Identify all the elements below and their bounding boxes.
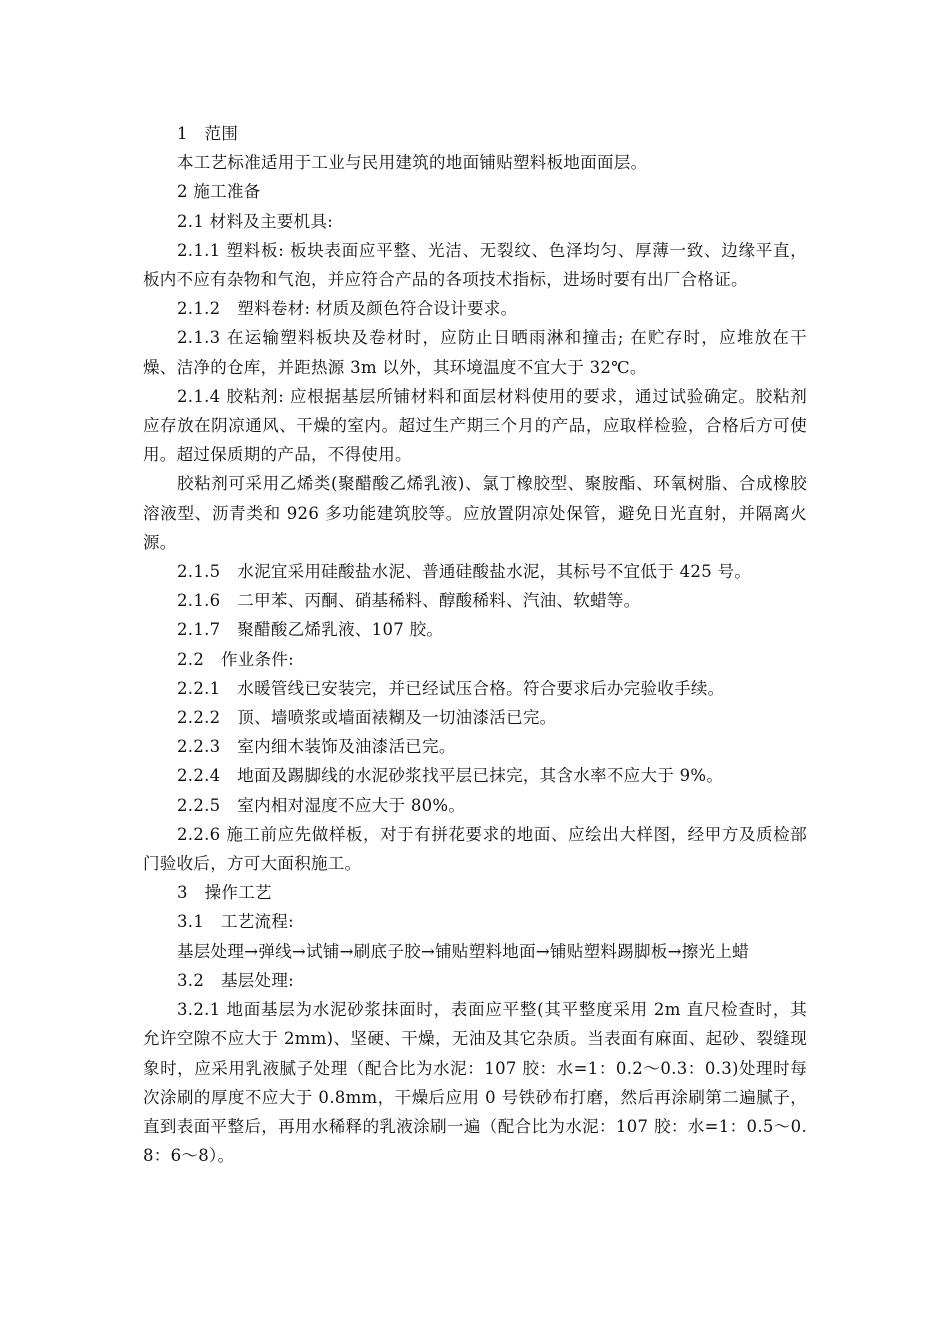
item-2-1-2: 2.1.2 塑料卷材: 材质及颜色符合设计要求。 bbox=[177, 299, 518, 319]
item-2-2-2: 2.2.2 顶、墙喷浆或墙面裱糊及一切油漆活已完。 bbox=[177, 708, 557, 728]
subheading-process-flow: 3.1 工艺流程: bbox=[177, 912, 294, 932]
item-2-2-3: 2.2.3 室内细木装饰及油漆活已完。 bbox=[177, 737, 456, 757]
item-2-2-6: 2.2.6 施工前应先做样板，对于有拼花要求的地面、应绘出大样图，经甲方及质检部门验收后，方可大面积施工。 bbox=[143, 824, 807, 874]
item-2-1-1: 2.1.1 塑料板: 板块表面应平整、光洁、无裂纹、色泽均匀、厚薄一致、边缘平直，板内不应有杂物和气泡，并应符合产品的各项技术指标，进场时要有出厂合格证。 bbox=[143, 240, 807, 290]
section-heading-process: 3 操作工艺 bbox=[177, 883, 272, 903]
item-2-1-5: 2.1.5 水泥宜采用硅酸盐水泥、普通硅酸盐水泥，其标号不宜低于 425 号。 bbox=[177, 562, 752, 582]
process-flow-text: 基层处理→弹线→试铺→刷底子胶→铺贴塑料地面→铺贴塑料踢脚板→擦光上蜡 bbox=[177, 941, 749, 961]
item-3-2-1: 3.2.1 地面基层为水泥砂浆抹面时，表面应平整(其平整度采用 2m 直尺检查时，其允许空隙不应大于 2mm)、坚硬、干燥，无油及其它杂质。当表面有麻面、起砂、裂缝现象时，应采用乳液腻子处理（配合比为水泥：107 胶：水=1：0.2～0.3：0.3)处理时每次涂刷的厚度不应大于 0.8mm，干燥后应用 0 号铁砂布打磨，然后再涂刷第二遍腻子，直到表面平整后，再用水稀释的乳液涂刷一遍（配合比为水泥：107 胶：水=1：0.5～0.8：6～8）。 bbox=[143, 1000, 807, 1166]
item-2-1-6: 2.1.6 二甲苯、丙酮、硝基稀料、醇酸稀料、汽油、软蜡等。 bbox=[177, 591, 641, 611]
scope-text: 本工艺标准适用于工业与民用建筑的地面铺贴塑料板地面面层。 bbox=[177, 153, 648, 173]
subheading-base-treatment: 3.2 基层处理: bbox=[177, 970, 294, 990]
item-2-2-4: 2.2.4 地面及踢脚线的水泥砂浆找平层已抹完，其含水率不应大于 9%。 bbox=[177, 766, 724, 786]
section-heading-preparation: 2 施工准备 bbox=[177, 182, 261, 202]
item-2-2-5: 2.2.5 室内相对湿度不应大于 80%。 bbox=[177, 795, 466, 815]
item-2-2-1: 2.2.1 水暖管线已安装完，并已经试压合格。符合要求后办完验收手续。 bbox=[177, 678, 725, 698]
adhesive-types-text: 胶粘剂可采用乙烯类(聚醋酸乙烯乳液)、氯丁橡胶型、聚胺酯、环氧树脂、合成橡胶溶液型、沥青类和 926 多功能建筑胶等。应放置阴凉处保管，避免日光直射，并隔离火源。 bbox=[143, 474, 807, 552]
document-body bbox=[143, 119, 807, 1170]
section-heading-scope: 1 范围 bbox=[177, 124, 239, 143]
item-2-1-3: 2.1.3 在运输塑料板块及卷材时，应防止日晒雨淋和撞击; 在贮存时，应堆放在干燥、洁净的仓库，并距热源 3m 以外，其环境温度不宜大于 32℃。 bbox=[143, 328, 807, 377]
item-2-1-4: 2.1.4 胶粘剂: 应根据基层所铺材料和面层材料使用的要求，通过试验确定。胶粘剂应存放在阴凉通风、干燥的室内。超过生产期三个月的产品，应取样检验，合格后方可使用。超过保质期的产品，不得使用。 bbox=[143, 386, 807, 465]
subheading-work-conditions: 2.2 作业条件: bbox=[177, 649, 294, 669]
item-2-1-7: 2.1.7 聚醋酸乙烯乳液、107 胶。 bbox=[177, 620, 444, 640]
subheading-materials: 2.1 材料及主要机具: bbox=[177, 211, 334, 231]
